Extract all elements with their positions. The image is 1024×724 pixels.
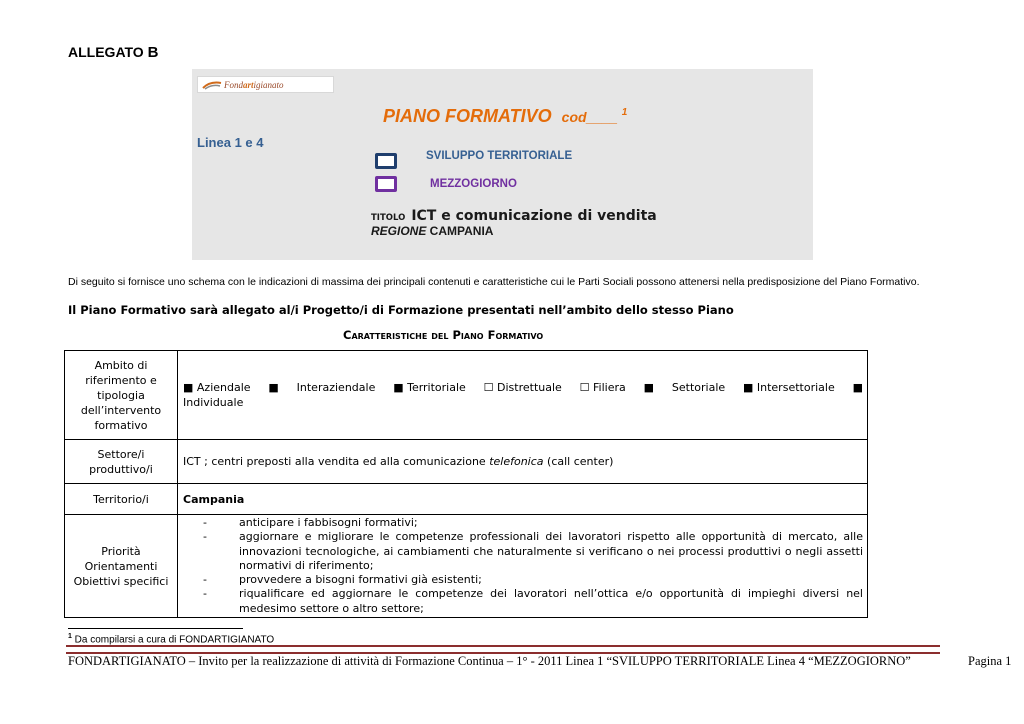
tipo-interaziendale: Interaziendale: [296, 381, 376, 394]
allegato-letter: B: [147, 44, 159, 61]
priorita-text: anticipare i fabbisogni formativi;: [239, 515, 418, 529]
ambito-label: Ambito di riferimento e tipologia dell’intervento formativo: [65, 351, 178, 440]
list-item: [183, 530, 863, 573]
logo-text-prefix: Fond: [224, 79, 243, 90]
tipo-marker: ■: [852, 381, 863, 394]
regione-row: [371, 224, 493, 238]
intro-paragraph: Di seguito si fornisce uno schema con le indicazioni di massima dei principali contenuti e caratteristiche cui le Parti Sociali possono attenersi nella predisposizione del Piano Formativo.: [68, 276, 920, 288]
allegato-prefix: ALLEGATO: [68, 44, 148, 60]
mezzogiorno-checkbox[interactable]: [375, 176, 397, 192]
table-row: [65, 351, 868, 440]
list-item: [183, 516, 863, 530]
header-box: [192, 69, 813, 260]
priorita-text: riqualificare ed aggiornare le competenze dei lavoratori nell’ottica e/o opportunità di impieghi diversi nel medesimo settore o altro settore;: [239, 587, 863, 615]
mezzogiorno-label: MEZZOGIORNO: [430, 178, 517, 190]
caratteristiche-heading: Caratteristiche del Piano Formativo: [343, 328, 544, 342]
settore-value: [178, 440, 868, 484]
footer-rule: [66, 645, 940, 654]
tipologia-cell: [178, 351, 868, 440]
settore-emphasis: telefonica: [489, 455, 544, 468]
titolo-value: ICT e comunicazione di vendita: [411, 208, 657, 224]
caratteristiche-table: [64, 350, 868, 618]
tipo-individuale: Individuale: [183, 396, 244, 409]
settore-label: Settore/i produttivo/i: [65, 440, 178, 484]
cod-field: cod____: [561, 109, 618, 125]
tipo-distrettuale: ☐ Distrettuale: [483, 381, 562, 394]
page-number: Pagina 1: [968, 654, 1012, 668]
settore-text-end: (call center): [543, 455, 614, 468]
dash-bullet: -: [203, 587, 207, 601]
regione-value: CAMPANIA: [426, 224, 494, 238]
settore-text: ICT ; centri preposti alla vendita ed alla comunicazione: [183, 455, 490, 468]
tipo-settoriale: Settoriale: [671, 381, 726, 394]
fondartigianato-logo: [197, 76, 334, 93]
priorita-text: aggiornare e migliorare le competenze professionali dei lavoratori rispetto alle opportunità di mercato, alle innovazioni tecnologiche, ai cambiamenti che naturalmente si verificano o nei processi produttivi o negli assetti normativi di riferimento;: [239, 530, 863, 572]
allegato-piano-statement: Il Piano Formativo sarà allegato al/i Progetto/i di Formazione presentati nell’ambito dello stesso Piano: [68, 303, 734, 317]
footnote-number: 1: [68, 633, 72, 640]
table-row: [65, 440, 868, 484]
footer-text: FONDARTIGIANATO – Invito per la realizzazione di attività di Formazione Continua – 1° - 2011 Linea 1 “SVILUPPO TERRITORIALE Linea 4 “MEZZOGIORNO”: [68, 654, 911, 668]
priorita-list: [183, 516, 863, 616]
territorio-label: Territorio/i: [65, 484, 178, 515]
footnote-text: Da compilarsi a cura di FONDARTIGIANATO: [71, 634, 275, 646]
footnote: [68, 633, 274, 645]
tipo-filiera: ☐ Filiera: [579, 381, 626, 394]
piano-formativo-title: [383, 106, 627, 127]
priorita-text: provvedere a bisogni formativi già esistenti;: [239, 573, 482, 587]
tipologia-options: [183, 380, 863, 410]
dash-bullet: -: [203, 515, 207, 529]
list-item: [183, 587, 863, 616]
tipo-marker: ■: [643, 381, 655, 394]
priorita-cell: [178, 515, 868, 618]
allegato-heading: [68, 44, 158, 61]
tipo-intersettoriale: ■ Intersettoriale: [743, 381, 835, 394]
territorio-value: Campania: [178, 484, 868, 515]
dash-bullet: -: [203, 530, 207, 544]
sviluppo-territoriale-checkbox[interactable]: [375, 153, 397, 169]
footnote-ref: 1: [621, 107, 628, 118]
priorita-label: Priorità Orientamenti Obiettivi specifici: [65, 515, 178, 618]
dash-bullet: -: [203, 573, 207, 587]
tipo-aziendale: ■ Aziendale: [183, 381, 251, 394]
table-row: [65, 515, 868, 618]
titolo-row: [371, 205, 657, 224]
linea-label: Linea 1 e 4: [197, 135, 264, 150]
logo-text-suffix: igianato: [253, 79, 284, 90]
regione-label: REGIONE: [371, 224, 427, 238]
titolo-label: TITOLO: [371, 213, 406, 223]
list-item: [183, 573, 863, 587]
swoosh-icon: [202, 80, 222, 90]
table-row: [65, 484, 868, 515]
tipo-marker: ■: [268, 381, 279, 394]
sviluppo-territoriale-label: SVILUPPO TERRITORIALE: [426, 150, 573, 162]
tipo-territoriale: ■ Territoriale: [393, 381, 466, 394]
logo-text-art: art: [243, 79, 254, 90]
footnote-separator: [68, 628, 243, 629]
title-text: PIANO FORMATIVO: [383, 106, 552, 126]
